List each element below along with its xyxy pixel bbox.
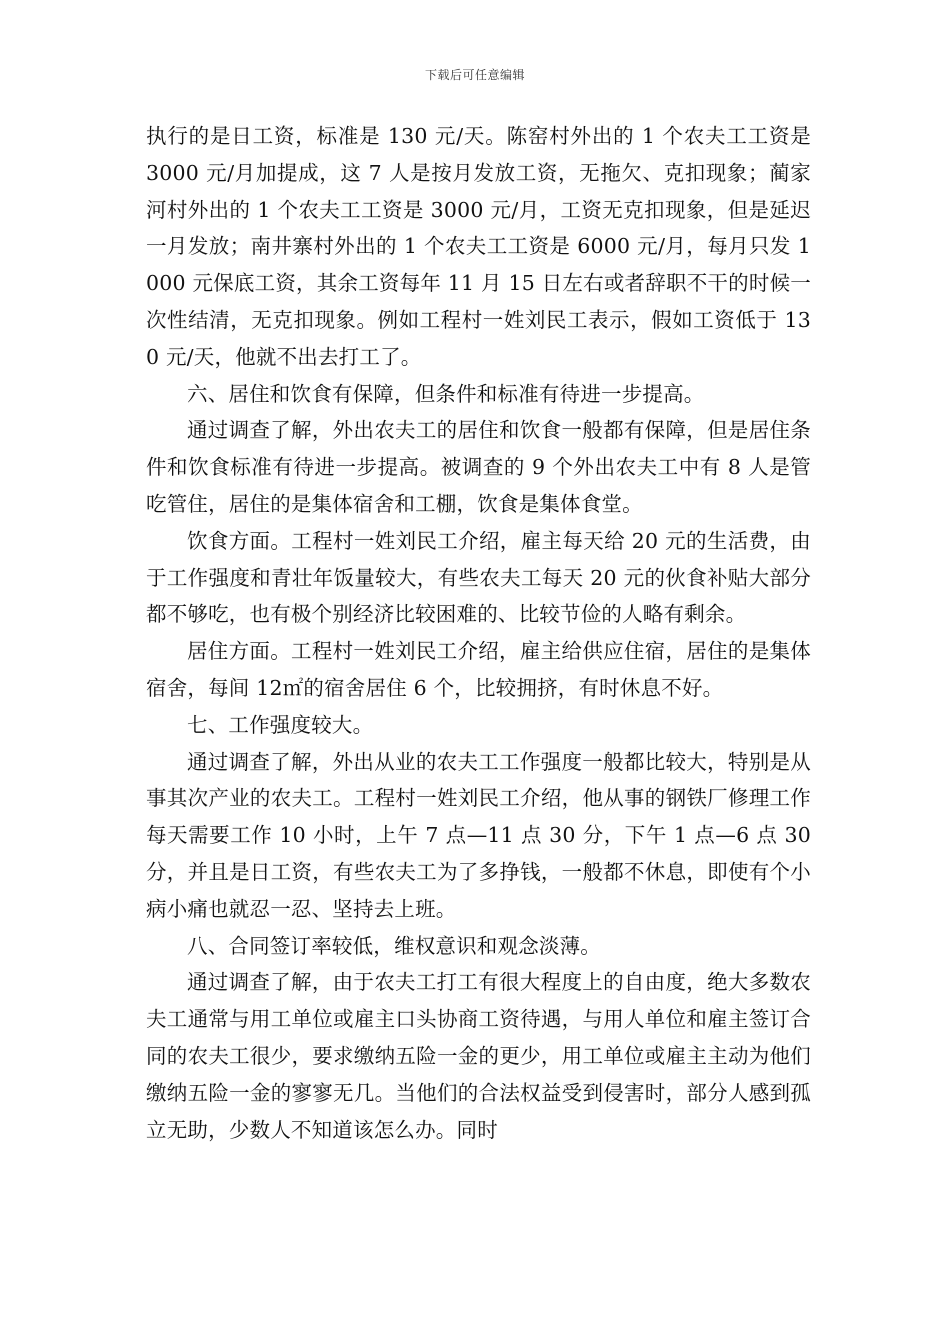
document-body bbox=[146, 118, 811, 1148]
heading-housing-food: 六、居住和饮食有保障，但条件和标准有待进一步提高。 bbox=[187, 381, 705, 406]
heading-work-intensity: 七、工作强度较大。 bbox=[187, 712, 374, 737]
paragraph-wages: 执行的是日工资，标准是 130 元/天。陈窑村外出的 1 个农夫工工资是 3000 元/月加提成，这 7 人是按月发放工资，无拖欠、克扣现象；蔺家河村外出的 1 个农夫工工资是 3000 元/月，工资无克扣现象，但是延迟一月发放；南井寨村外出的 1 个农夫工工资是 6000 元/月，每月只发 1000 元保底工资，其余工资每年 11 月 15 日左右或者辞职不干的时候一次性结清，无克扣现象。例如工程村一姓刘民工表示，假如工资低于 130 元/天，他就不出去打工了。 bbox=[146, 124, 811, 369]
paragraph-housing: 居住方面。工程村一姓刘民工介绍，雇主给供应住宿，居住的是集体宿舍，每间 12㎡的宿舍居住 6 个，比较拥挤，有时休息不好。 bbox=[146, 639, 811, 700]
paragraph-food: 饮食方面。工程村一姓刘民工介绍，雇主每天给 20 元的生活费，由于工作强度和青壮年饭量较大，有些农夫工每天 20 元的伙食补贴大部分都不够吃，也有极个别经济比较困难的、比较节俭的人略有剩余。 bbox=[146, 528, 811, 627]
paragraph-work-intensity: 通过调查了解，外出从业的农夫工工作强度一般都比较大，特别是从事其次产业的农夫工。工程村一姓刘民工介绍，他从事的钢铁厂修理工作每天需要工作 10 小时，上午 7 点—11 点 30 分，下午 1 点—6 点 30 分，并且是日工资，有些农夫工为了多挣钱，一般都不休息，即使有个小病小痛也就忍一忍、坚持去上班。 bbox=[146, 749, 811, 921]
paragraph-contracts: 通过调查了解，由于农夫工打工有很大程度上的自由度，绝大多数农夫工通常与用工单位或雇主口头协商工资待遇，与用人单位和雇主签订合同的农夫工很少，要求缴纳五险一金的更少，用工单位或雇主主动为他们缴纳五险一金的寥寥无几。当他们的合法权益受到侵害时，部分人感到孤立无助，少数人不知道该怎么办。同时 bbox=[146, 970, 811, 1142]
heading-contracts: 八、合同签订率较低，维权意识和观念淡薄。 bbox=[187, 933, 601, 958]
paragraph-housing-food-survey: 通过调查了解，外出农夫工的居住和饮食一般都有保障，但是居住条件和饮食标准有待进一步提高。被调查的 9 个外出农夫工中有 8 人是管吃管住，居住的是集体宿舍和工棚，饮食是集体食堂。 bbox=[146, 418, 811, 516]
page-header: 下载后可任意编辑 bbox=[424, 68, 525, 82]
